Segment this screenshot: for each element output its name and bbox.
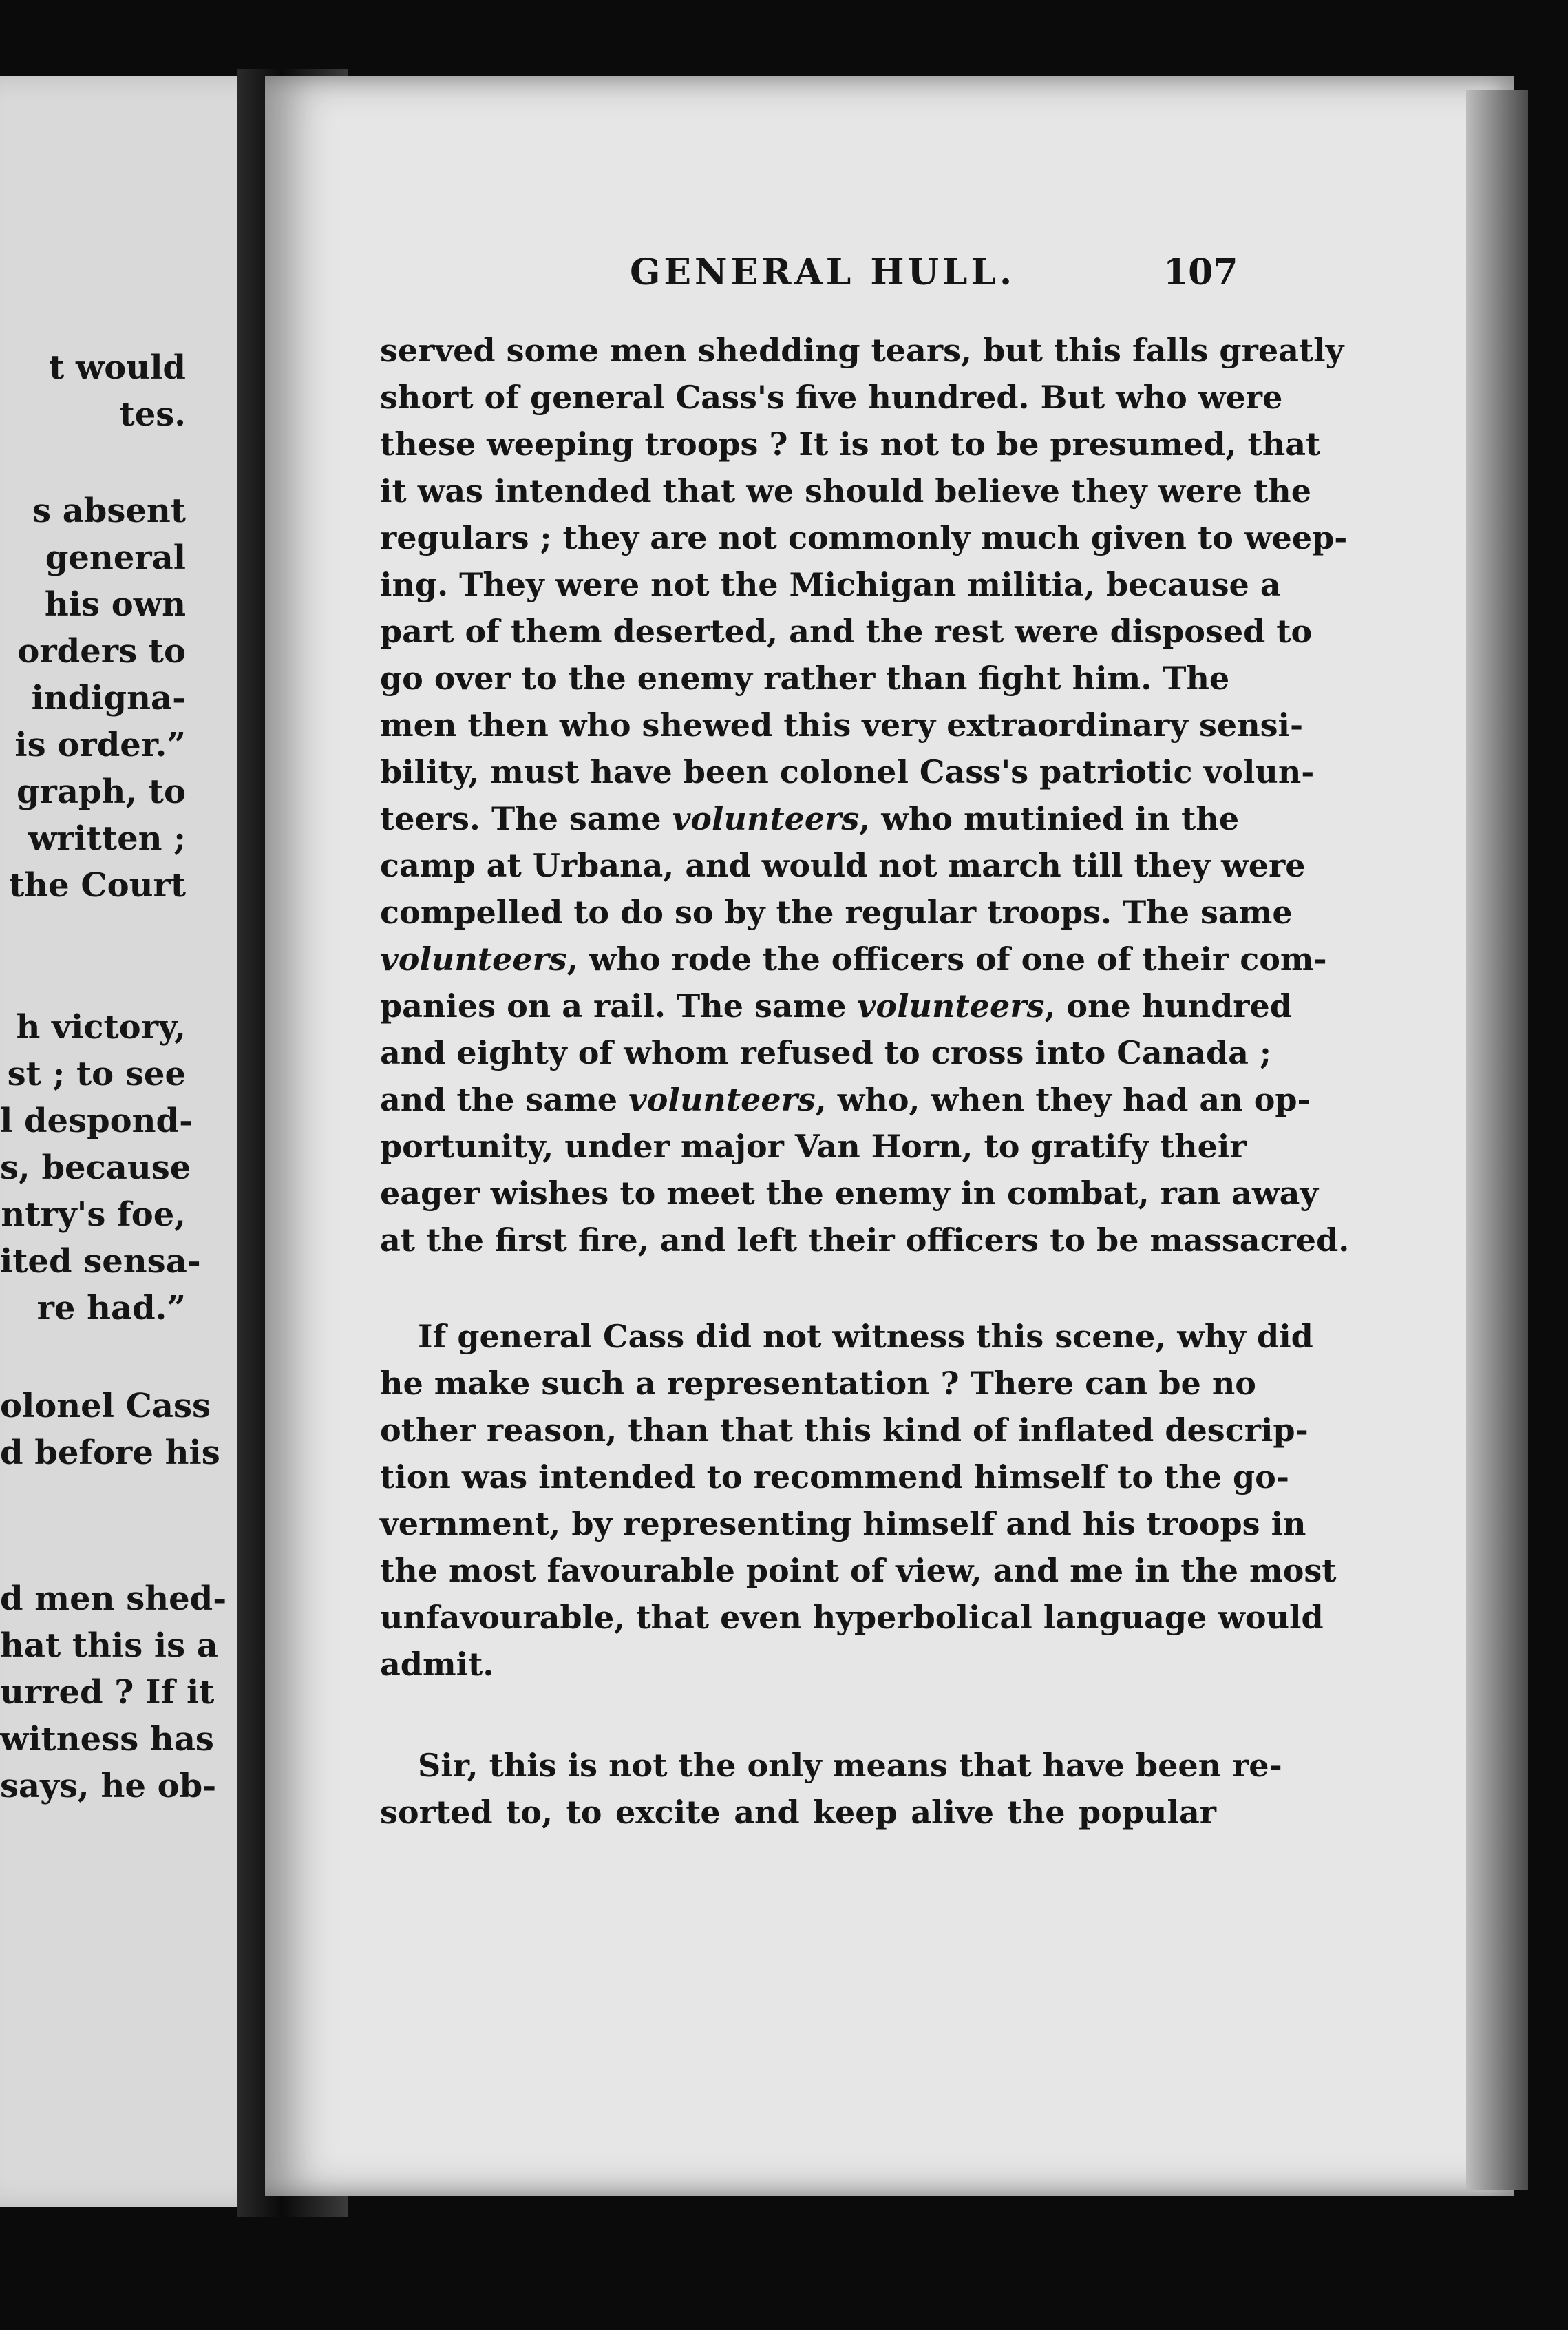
text-line: tion was intended to recommend himself to the go- — [380, 1458, 1289, 1495]
facing-page-line: hat this is a — [0, 1626, 218, 1665]
facing-page-line: the Court — [9, 866, 186, 905]
facing-page-line: olonel Cass — [0, 1387, 211, 1425]
italic-word: volunteers — [672, 800, 860, 837]
text-line: compelled to do so by the regular troops. The same — [380, 894, 1293, 931]
facing-page-line: st ; to see — [7, 1055, 186, 1093]
running-head: GENERAL HULL. — [630, 251, 1016, 293]
text-line: portunity, under major Van Horn, to gratify their — [380, 1128, 1247, 1165]
text-line: ing. They were not the Michigan militia, because a — [380, 566, 1281, 603]
text-line: the most favourable point of view, and me in the most — [380, 1552, 1337, 1589]
page-edge — [1466, 90, 1528, 2190]
text-line: camp at Urbana, and would not march till they were — [380, 847, 1306, 884]
text-run: , one hundred — [1044, 987, 1292, 1025]
facing-page-line: ntry's foe, — [1, 1195, 186, 1234]
facing-page-line: s, because — [0, 1148, 191, 1187]
italic-word: volunteers — [857, 987, 1045, 1025]
text-line: go over to the enemy rather than fight him. The — [380, 660, 1230, 697]
text-line: unfavourable, that even hyperbolical language would — [380, 1599, 1324, 1636]
facing-page-line: urred ? If it — [0, 1673, 215, 1712]
text-line — [380, 983, 1292, 1029]
text-line — [380, 936, 1327, 983]
text-run: and the same — [380, 1081, 618, 1118]
facing-page-line: s absent — [32, 492, 186, 530]
italic-word: volunteers — [380, 941, 567, 978]
text-line: it was intended that we should believe they were the — [380, 472, 1312, 510]
facing-page-line: d men shed- — [0, 1579, 227, 1618]
facing-page-line: h victory, — [16, 1008, 186, 1047]
text-run: , who mutinied in the — [859, 800, 1240, 837]
text-run: panies on a rail. The same — [380, 987, 847, 1025]
facing-page-line: written ; — [28, 819, 186, 858]
facing-page-line: his own — [44, 585, 186, 624]
text-line: and eighty of whom refused to cross into Canada ; — [380, 1034, 1271, 1071]
text-line: regulars ; they are not commonly much given to weep- — [380, 519, 1348, 556]
italic-word: volunteers — [628, 1081, 816, 1118]
text-line: other reason, than that this kind of inflated descrip- — [380, 1411, 1309, 1449]
text-line — [380, 795, 1240, 842]
text-line: he make such a representation ? There can be no — [380, 1365, 1256, 1402]
text-line: these weeping troops ? It is not to be presumed, that — [380, 426, 1321, 463]
text-line: bility, must have been colonel Cass's patriotic volun- — [380, 753, 1315, 790]
facing-page-line: says, he ob- — [0, 1767, 217, 1805]
facing-page-line: orders to — [17, 632, 186, 671]
text-line: Sir, this is not the only means that have been re- — [418, 1747, 1282, 1784]
text-line: admit. — [380, 1646, 494, 1683]
text-line: If general Cass did not witness this scene, why did — [418, 1318, 1313, 1355]
facing-page-line: d before his — [0, 1434, 220, 1472]
text-line: short of general Cass's five hundred. But who were — [380, 379, 1283, 416]
text-line: men then who shewed this very extraordinary sensi- — [380, 706, 1304, 744]
text-run: teers. The same — [380, 800, 661, 837]
facing-page-line: re had.” — [36, 1289, 186, 1327]
facing-page-line: l despond- — [0, 1102, 193, 1140]
facing-page-line: graph, to — [16, 773, 186, 811]
text-line: vernment, by representing himself and his troops in — [380, 1505, 1306, 1542]
facing-page-line: t would — [49, 348, 186, 387]
text-line: served some men shedding tears, but this falls greatly — [380, 332, 1344, 369]
text-line: sorted to, to excite and keep alive the popular — [380, 1794, 1216, 1831]
facing-page-line: is order.” — [14, 726, 186, 764]
facing-page-line: general — [45, 538, 186, 577]
text-line: eager wishes to meet the enemy in combat, ran away — [380, 1175, 1319, 1212]
text-run: , who rode the officers of one of their com- — [566, 941, 1327, 978]
facing-page-line: ited sensa- — [0, 1242, 201, 1281]
page-number: 107 — [1163, 251, 1238, 293]
text-line: part of them deserted, and the rest were disposed to — [380, 613, 1313, 650]
facing-page-line: indigna- — [31, 679, 186, 717]
text-line: at the first fire, and left their officers to be massacred. — [380, 1221, 1350, 1259]
facing-page-line: witness has — [0, 1720, 214, 1759]
text-line — [380, 1076, 1311, 1123]
text-run: , who, when they had an op- — [815, 1081, 1311, 1118]
facing-page-line: tes. — [119, 395, 186, 434]
